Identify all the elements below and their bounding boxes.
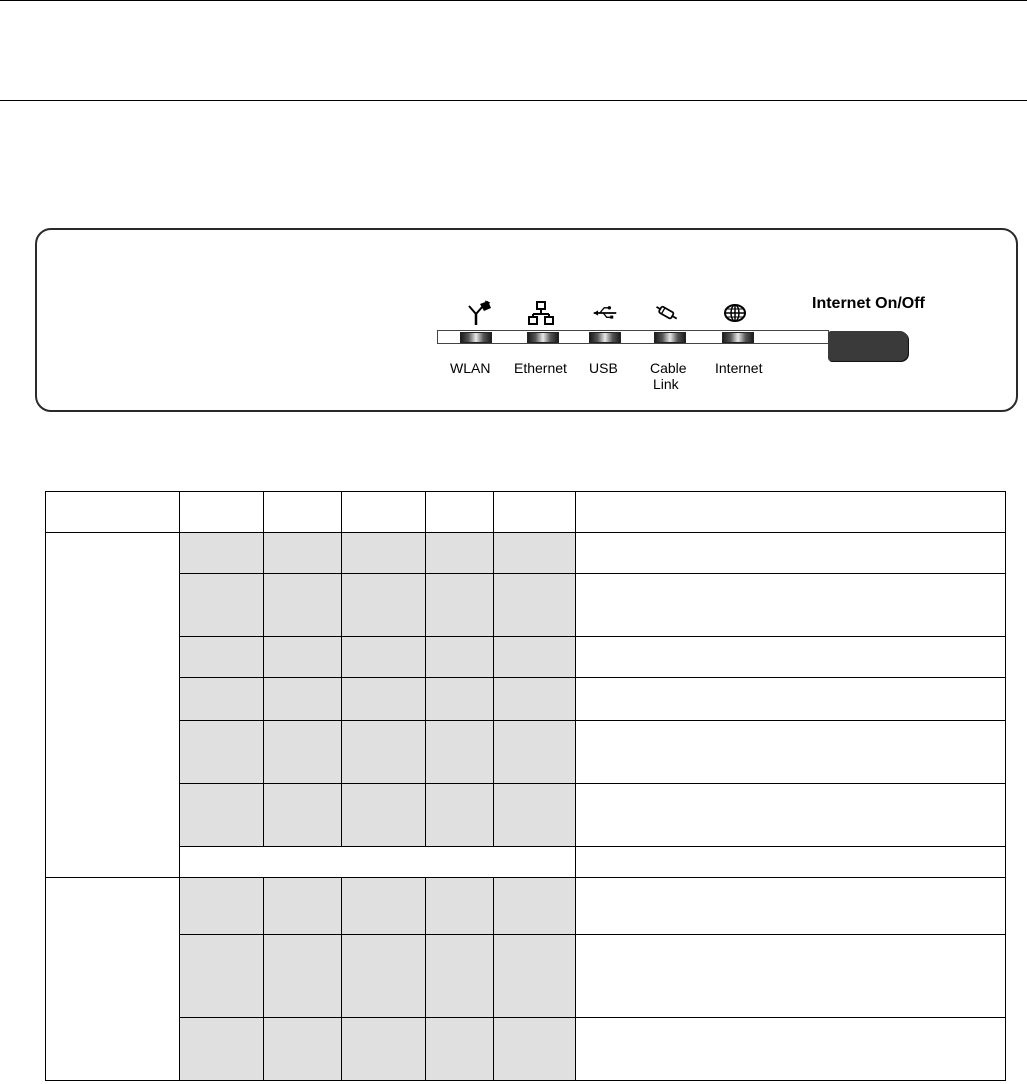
table-row [46,721,1006,784]
table-row [46,533,1006,574]
led-state-cell [494,678,576,721]
led-state-cell [180,878,264,935]
led-state-cell [426,678,494,721]
led-state-cell [180,533,264,574]
led-state-cell [494,878,576,935]
table-row [46,878,1006,935]
led-state-cell [342,678,426,721]
cable-link-led [654,332,686,343]
led-state-cell [342,533,426,574]
led-state-cell [264,1018,342,1081]
table-row [46,847,1006,878]
table-header-row [46,492,1006,533]
description-cell [576,678,1006,721]
internet-led [722,332,754,343]
led-state-cell [264,574,342,637]
header-cell [46,492,180,533]
description-cell [576,574,1006,637]
device-front-panel [35,228,1018,412]
table-row [46,784,1006,847]
header-cell [180,492,264,533]
table-row [46,935,1006,1018]
led-state-cell [494,533,576,574]
led-state-cell [264,935,342,1018]
led-state-cell [180,784,264,847]
led-state-cell [264,533,342,574]
description-cell [576,721,1006,784]
usb-label: USB [589,360,618,376]
led-state-cell [342,935,426,1018]
led-state-cell [426,935,494,1018]
description-cell [576,637,1006,678]
internet-label: Internet [715,360,763,376]
led-state-cell [426,784,494,847]
led-state-cell [494,784,576,847]
led-state-cell [342,721,426,784]
header-cell [426,492,494,533]
wlan-led [460,332,492,343]
top-rule [0,0,1027,1]
wlan-label: WLAN [450,360,491,376]
ethernet-label: Ethernet [514,360,567,376]
internet-onoff-button[interactable] [828,331,908,361]
led-state-cell [426,1018,494,1081]
usb-led [589,332,621,343]
description-cell [576,878,1006,935]
merged-cell [180,847,576,878]
led-state-cell [180,721,264,784]
led-state-cell [494,637,576,678]
antenna-icon [466,300,492,326]
ethernet-led [527,332,559,343]
table-row [46,1018,1006,1081]
table-row [46,637,1006,678]
led-state-cell [180,935,264,1018]
led-state-cell [342,574,426,637]
link-label: Link [653,376,679,392]
header-cell [576,492,1006,533]
description-cell [576,533,1006,574]
header-rule [0,100,1027,101]
led-state-cell [494,721,576,784]
group-cell [46,533,180,878]
led-status-table [45,491,1006,1081]
cable-label: Cable [650,360,687,376]
led-state-cell [426,637,494,678]
led-state-cell [426,574,494,637]
led-state-cell [264,678,342,721]
header-cell [264,492,342,533]
led-state-cell [342,637,426,678]
led-state-cell [494,1018,576,1081]
led-state-cell [180,1018,264,1081]
led-state-cell [342,784,426,847]
usb-icon [592,300,618,326]
group-cell [46,878,180,1081]
led-state-cell [264,784,342,847]
description-cell [576,1018,1006,1081]
led-state-cell [426,878,494,935]
led-state-cell [494,935,576,1018]
led-state-cell [180,574,264,637]
description-cell [576,847,1006,878]
globe-icon [722,300,748,326]
led-state-cell [180,637,264,678]
led-state-cell [342,878,426,935]
led-strip [437,330,829,344]
led-state-cell [180,678,264,721]
description-cell [576,935,1006,1018]
description-cell [576,784,1006,847]
led-state-cell [426,721,494,784]
table-row [46,678,1006,721]
led-state-cell [264,721,342,784]
table-row [46,574,1006,637]
led-state-cell [426,533,494,574]
led-state-cell [494,574,576,637]
led-state-cell [264,878,342,935]
led-state-cell [342,1018,426,1081]
internet-onoff-title: Internet On/Off [812,295,925,312]
network-icon [528,300,554,326]
cable-plug-icon [654,300,680,326]
header-cell [342,492,426,533]
header-cell [494,492,576,533]
led-state-cell [264,637,342,678]
